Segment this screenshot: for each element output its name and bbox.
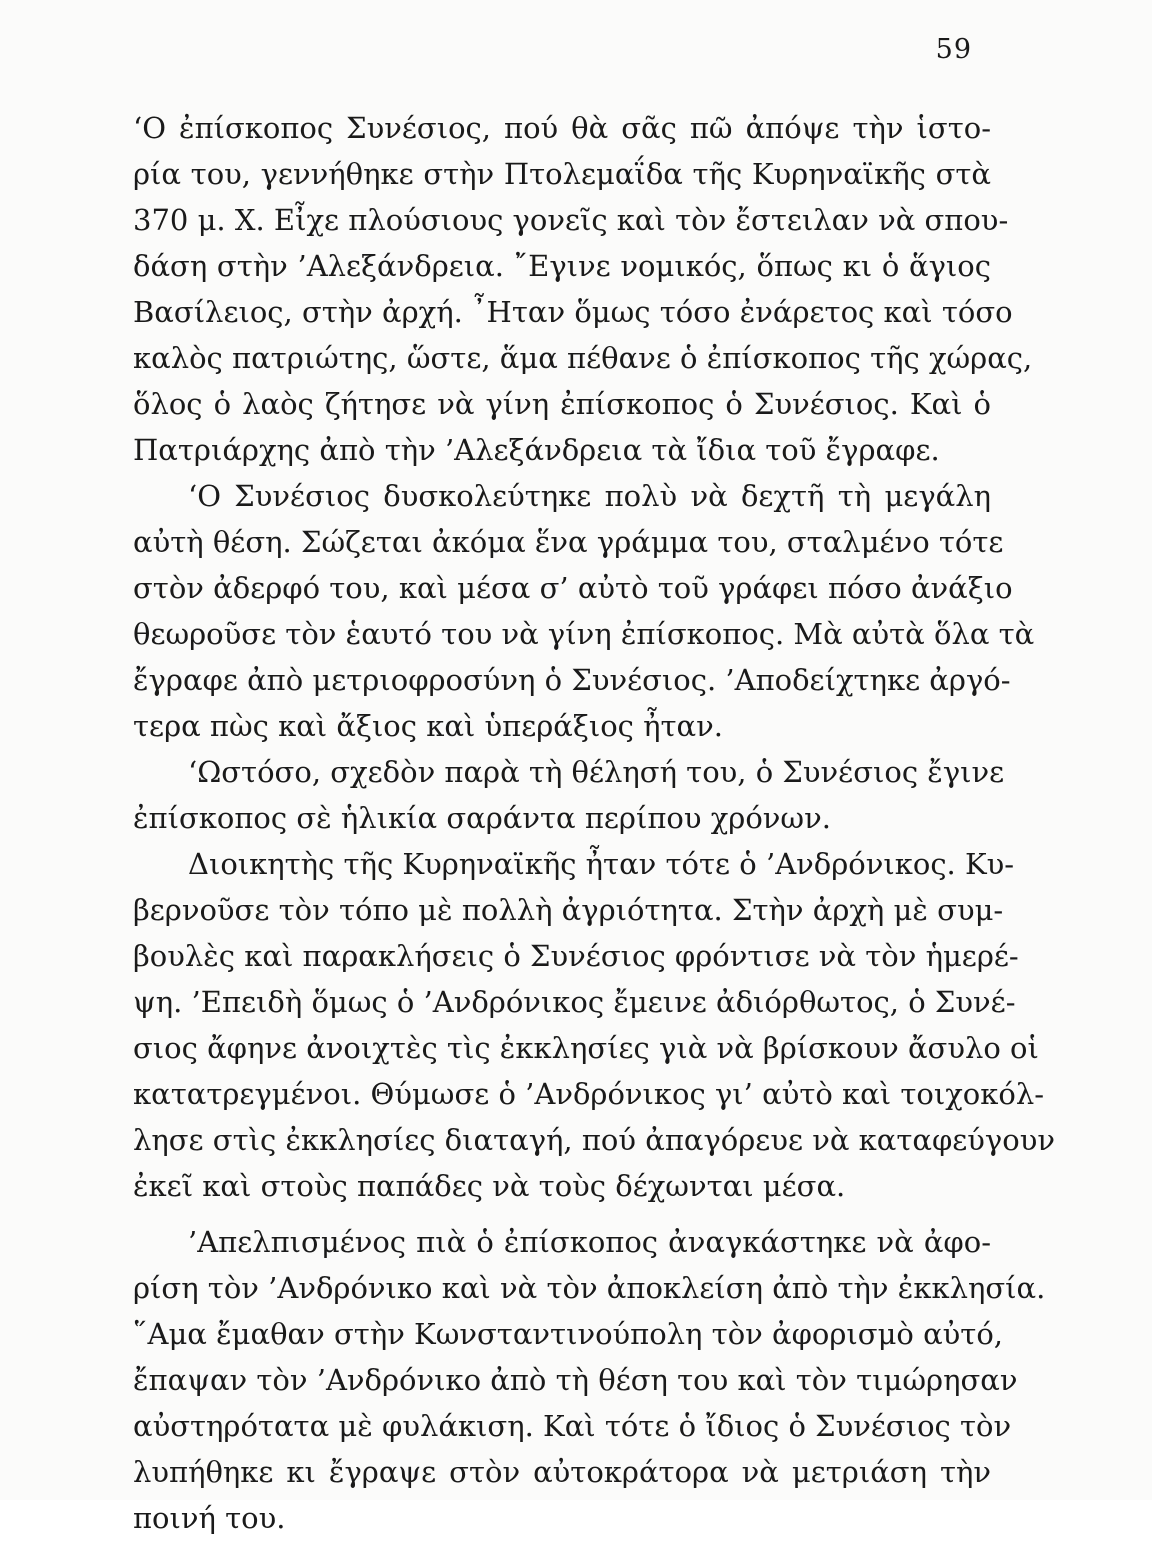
text-line: ἐκεῖ καὶ στοὺς παπάδες νὰ τοὺς δέχωνται μέσα.	[133, 1169, 846, 1203]
text-line: ρίση τὸν ’Ανδρόνικο καὶ νὰ τὸν ἀποκλείση ἀπὸ τὴν ἐκκλησία.	[133, 1271, 1046, 1305]
text-line: ἐπίσκοπος σὲ ἡλικία σαράντα περίπου χρόνων.	[133, 801, 831, 835]
text-line: τερα πὼς καὶ ἄξιος καὶ ὑπεράξιος ἦταν.	[133, 709, 723, 743]
paragraph	[133, 841, 1055, 1209]
text-line: καλὸς πατριώτης, ὥστε, ἅμα πέθανε ὁ ἐπίσκοπος τῆς χώρας,	[133, 341, 1033, 375]
text-line: ποινή του.	[133, 1501, 286, 1535]
text-line: βερνοῦσε τὸν τόπο μὲ πολλὴ ἀγριότητα. Στὴν ἀρχὴ μὲ συμ-	[133, 893, 1004, 927]
body-text	[133, 105, 1055, 1541]
text-line: ’Απελπισμένος πιὰ ὁ ἐπίσκοπος ἀναγκάστηκε νὰ ἀφο-	[188, 1225, 991, 1259]
text-line: ‘Ωστόσο, σχεδὸν παρὰ τὴ θέλησή του, ὁ Συνέσιος ἔγινε	[188, 755, 1005, 789]
text-line: ὅλος ὁ λαὸς ζήτησε νὰ γίνη ἐπίσκοπος ὁ Συνέσιος. Καὶ ὁ	[133, 387, 991, 421]
text-line: Διοικητὴς τῆς Κυρηναϊκῆς ἦταν τότε ὁ ’Ανδρόνικος. Κυ-	[188, 847, 1015, 881]
text-line: λυπήθηκε κι ἔγραψε στὸν αὐτοκράτορα νὰ μετριάση τὴν	[133, 1455, 991, 1489]
text-line: στὸν ἀδερφό του, καὶ μέσα σ’ αὐτὸ τοῦ γράφει πόσο ἀνάξιο	[133, 571, 1013, 605]
text-line: ἔγραφε ἀπὸ μετριοφροσύνη ὁ Συνέσιος. ’Αποδείχτηκε ἀργό-	[133, 663, 1011, 697]
paragraph	[133, 1219, 1046, 1541]
paragraph	[133, 105, 1033, 473]
text-line: βουλὲς καὶ παρακλήσεις ὁ Συνέσιος φρόντισε νὰ τὸν ἡμερέ-	[133, 939, 1019, 973]
paragraph	[133, 473, 1035, 749]
text-line: ‘Ο ἐπίσκοπος Συνέσιος, πού θὰ σᾶς πῶ ἀπόψε τὴν ἱστο-	[133, 111, 991, 145]
text-line: ἔπαψαν τὸν ’Ανδρόνικο ἀπὸ τὴ θέση του καὶ τὸν τιμώρησαν	[133, 1363, 1018, 1397]
text-line: ψη. ’Επειδὴ ὅμως ὁ ’Ανδρόνικος ἔμεινε ἀδιόρθωτος, ὁ Συνέ-	[133, 985, 1016, 1019]
text-line: θεωροῦσε τὸν ἑαυτό του νὰ γίνη ἐπίσκοπος. Μὰ αὐτὰ ὅλα τὰ	[133, 617, 1035, 651]
text-line: δάση στὴν ’Αλεξάνδρεια. ῎Εγινε νομικός, ὅπως κι ὁ ἅγιος	[133, 249, 991, 283]
text-line: ρία του, γεννήθηκε στὴν Πτολεμαΐδα τῆς Κυρηναϊκῆς στὰ	[133, 157, 991, 191]
text-line: αὐστηρότατα μὲ φυλάκιση. Καὶ τότε ὁ ἴδιος ὁ Συνέσιος τὸν	[133, 1409, 1012, 1443]
text-line: σιος ἄφηνε ἀνοιχτὲς τὶς ἐκκλησίες γιὰ νὰ βρίσκουν ἄσυλο οἱ	[133, 1031, 1039, 1065]
text-line: ‘Ο Συνέσιος δυσκολεύτηκε πολὺ νὰ δεχτῆ τὴ μεγάλη	[188, 479, 991, 513]
text-line: κατατρεγμένοι. Θύμωσε ὁ ’Ανδρόνικος γι’ αὐτὸ καὶ τοιχοκόλ-	[133, 1077, 1045, 1111]
text-line: Πατριάρχης ἀπὸ τὴν ’Αλεξάνδρεια τὰ ἴδια τοῦ ἔγραφε.	[133, 433, 940, 467]
text-line: λησε στὶς ἐκκλησίες διαταγή, πού ἀπαγόρευε νὰ καταφεύγουν	[133, 1123, 1055, 1157]
paragraph	[133, 749, 1005, 841]
page-number: 59	[935, 34, 972, 65]
text-line: ῞Αμα ἔμαθαν στὴν Κωνσταντινούπολη τὸν ἀφορισμὸ αὐτό,	[133, 1317, 1004, 1351]
text-line: 370 μ. Χ. Εἶχε πλούσιους γονεῖς καὶ τὸν ἔστειλαν νὰ σπου-	[133, 203, 1009, 237]
text-line: Βασίλειος, στὴν ἀρχή. ῏Ηταν ὅμως τόσο ἐνάρετος καὶ τόσο	[133, 295, 1013, 329]
text-line: αὐτὴ θέση. Σώζεται ἀκόμα ἕνα γράμμα του, σταλμένο τότε	[133, 525, 1004, 559]
